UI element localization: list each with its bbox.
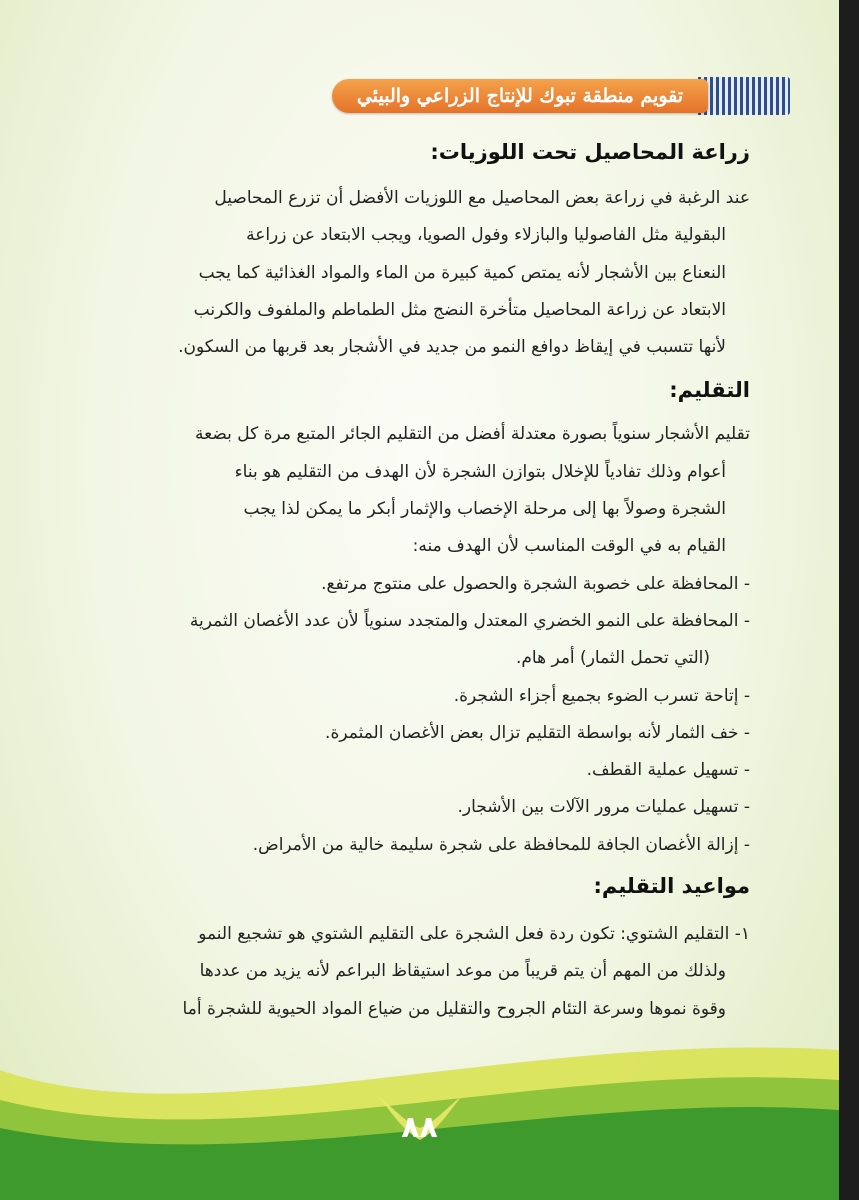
paragraph-line: أعوام وذلك تفادياً للإخلال بتوازن الشجرة لأن الهدف من التقليم هو بناء [234,461,726,482]
list-item: - تسهيل عملية القطف. [586,760,750,781]
paragraph-line: البقولية مثل الفاصوليا والبازلاء وفول الصويا، ويجب الابتعاد عن زراعة [246,225,726,246]
heading-pruning: التقليم: [669,378,750,403]
heading-pruning-schedule: مواعيد التقليم: [593,874,750,899]
list-item: - إزالة الأغصان الجافة للمحافظة على شجرة سليمة خالية من الأمراض. [252,834,750,855]
page-content [90,130,750,1028]
paragraph-line: ١- التقليم الشتوي: تكون ردة فعل الشجرة على التقليم الشتوي هو تشجيع النمو [198,924,750,945]
paragraph-line: عند الرغبة في زراعة بعض المحاصيل مع اللوزيات الأفضل أن تزرع المحاصيل [214,188,750,208]
viewer-right-edge [839,0,859,1200]
heading-intercropping: زراعة المحاصيل تحت اللوزيات: [430,140,750,164]
paragraph-line: وقوة نموها وسرعة التئام الجروح والتقليل من ضياع المواد الحيوية للشجرة أما [182,998,726,1019]
paragraph-line: الابتعاد عن زراعة المحاصيل متأخرة النضج مثل الطماطم والملفوف والكرنب [193,299,726,320]
list-item: - إتاحة تسرب الضوء بجميع أجزاء الشجرة. [453,685,750,706]
page-number: ٨٨ [401,1110,438,1145]
paragraph-line: القيام به في الوقت المناسب لأن الهدف منه: [412,536,726,557]
list-item: - المحافظة على النمو الخضري المعتدل والمتجدد سنوياً لأن عدد الأغصان الثمرية [189,610,750,631]
list-item: - تسهيل عمليات مرور الآلات بين الأشجار. [457,797,750,818]
list-item: - خف الثمار لأنه بواسطة التقليم تزال بعض الأغصان المثمرة. [325,722,750,743]
pruning-goals-list [90,566,750,864]
paragraph-line: لأنها تتسبب في إيقاظ دوافع النمو من جديد في الأشجار بعد قربها من السكون. [178,337,726,358]
running-header-title: تقويم منطقة تبوك للإنتاج الزراعي والبيئي [332,79,708,113]
list-item: - المحافظة على خصوبة الشجرة والحصول على منتوج مرتفع. [321,573,750,594]
header-stripes-decoration [698,77,790,115]
paragraph-line: الشجرة وصولاً بها إلى مرحلة الإخصاب والإثمار أبكر ما يمكن لذا يجب [243,499,726,520]
running-header [340,77,790,115]
paragraph-line: النعناع بين الأشجار لأنه يمتص كمية كبيرة من الماء والمواد الغذائية كما يجب [198,262,726,283]
list-item: (التي تحمل الثمار) أمر هام. [515,648,710,669]
paragraph-line: تقليم الأشجار سنوياً بصورة معتدلة أفضل من التقليم الجائر المتبع مرة كل بضعة [195,424,750,445]
paragraph-line: ولذلك من المهم أن يتم قريباً من موعد استيقاظ البراعم لأنه يزيد من عددها [199,961,726,982]
